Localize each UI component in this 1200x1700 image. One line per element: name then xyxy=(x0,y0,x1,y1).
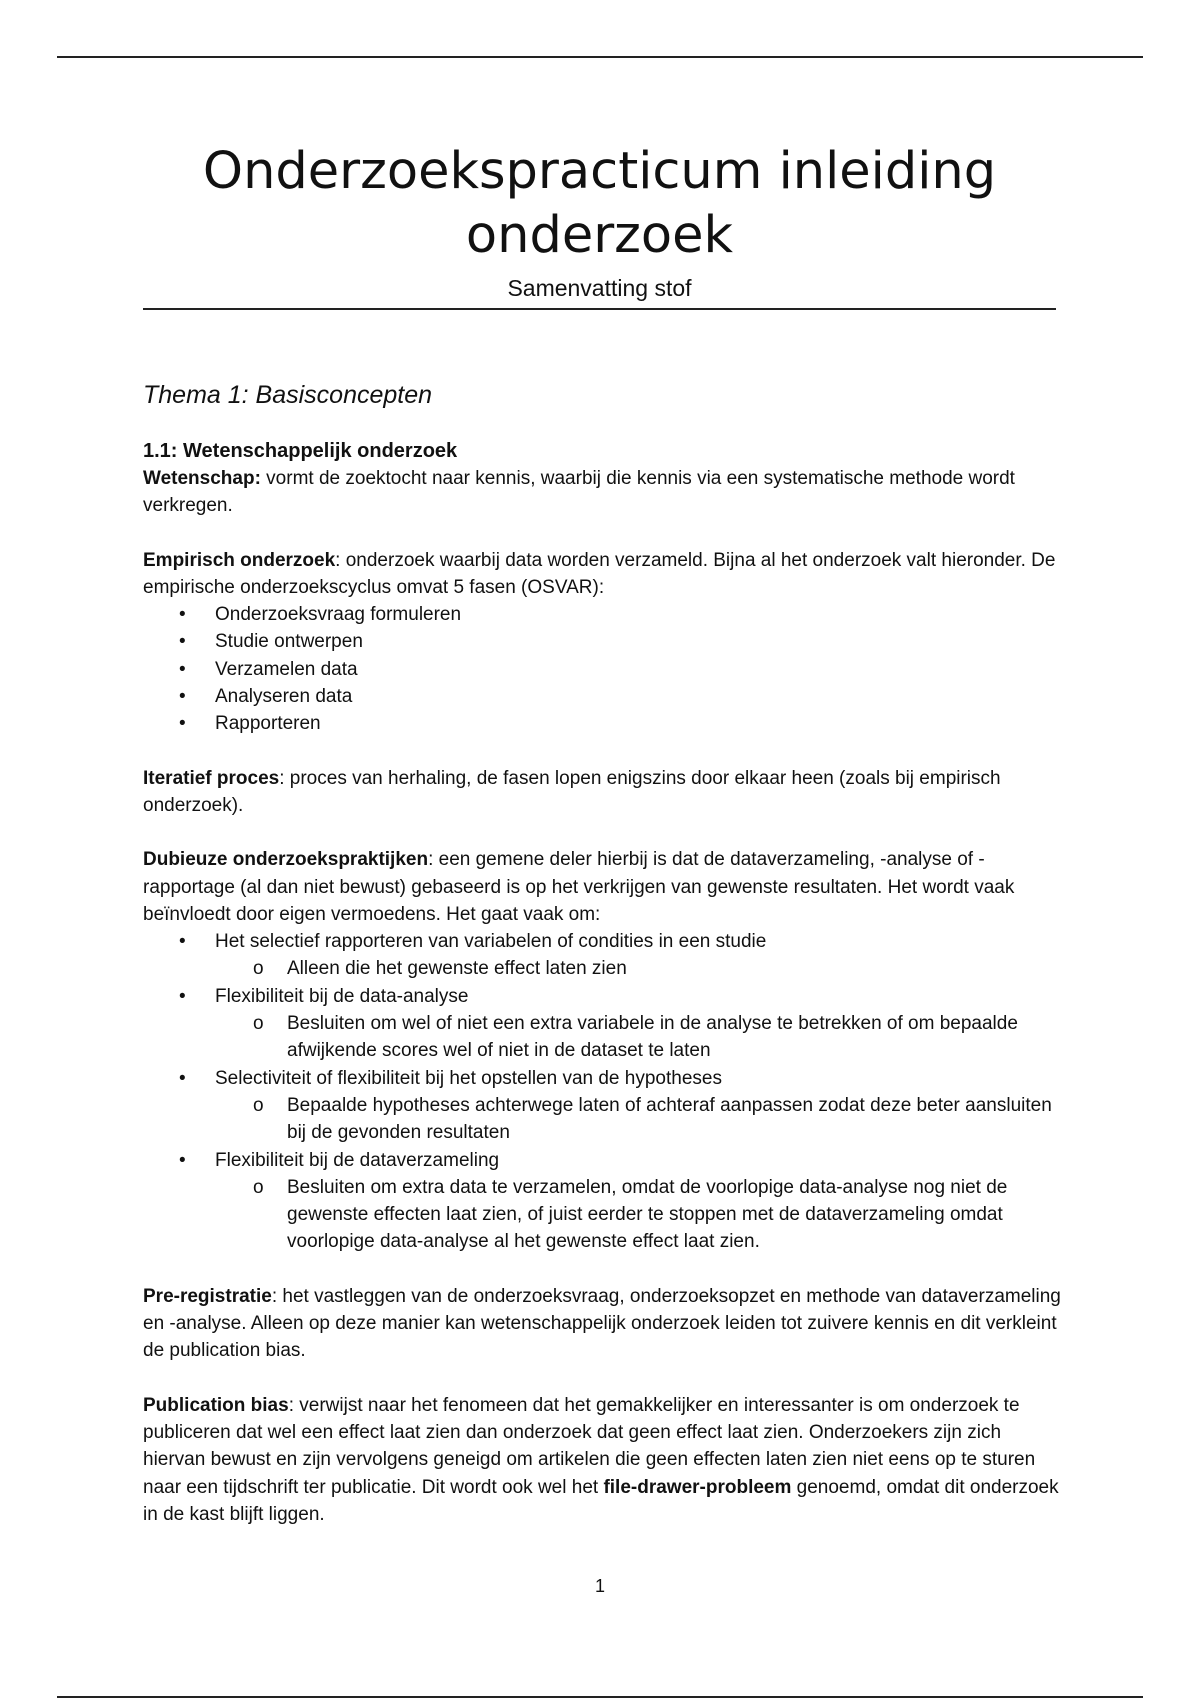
document-title: Onderzoekspracticum inleiding onderzoek xyxy=(202,142,997,265)
paragraph-dubieuze xyxy=(143,846,1063,928)
document-subtitle: Samenvatting stof xyxy=(143,274,1056,310)
sub-list xyxy=(215,1010,1063,1065)
sub-list-item: o Besluiten om wel of niet een extra variabele in de analyse te betrekken of om bepaalde afwijkende scores wel of niet in de dataset te laten xyxy=(143,1010,1063,1065)
paragraph-publication-bias xyxy=(143,1392,1063,1528)
text-iteratief: : proces van herhaling, de fasen lopen enigszins door elkaar heen (zoals bij empirisch onderzoek). xyxy=(143,767,1001,816)
term-file-drawer: file-drawer-probleem xyxy=(603,1476,792,1498)
practices-list xyxy=(143,928,1063,1256)
sub-bullet: o xyxy=(253,1013,264,1035)
list-item: • Selectiviteit of flexibiliteit bij het opstellen van de hypotheses o Bepaalde hypotheses achterwege laten of achteraf aanpassen zodat deze beter aansluiten bij de gevonden resultaten xyxy=(143,1065,1063,1147)
paragraph-iteratief xyxy=(143,765,1063,820)
term-publication-bias: Publication bias xyxy=(143,1394,289,1416)
paragraph-preregistratie xyxy=(143,1283,1063,1365)
osvar-list xyxy=(143,601,1063,737)
paragraph-empirisch xyxy=(143,547,1063,602)
bullet: • xyxy=(179,631,186,653)
sub-list xyxy=(215,955,1063,982)
sub-list-item: o Bepaalde hypotheses achterwege laten of achteraf aanpassen zodat deze beter aansluiten bij de gevonden resultaten xyxy=(143,1092,1063,1147)
text-publication-bias-end: genoemd, omdat dit onderzoek in de kast blijft liggen. xyxy=(143,1476,1059,1525)
header-rule xyxy=(57,56,1143,58)
term-wetenschap: Wetenschap: xyxy=(143,468,261,489)
sub-list-item: o Besluiten om extra data te verzamelen, omdat de voorlopige data-analyse nog niet de gewenste effecten laat zien, of juist eerder te stoppen met de dataverzameling omdat voorlopige data-analyse al het gewenste effect laat zien. xyxy=(143,1174,1063,1256)
text-wetenschap: vormt de zoektocht naar kennis, waarbij die kennis via een systematische methode wordt verkregen. xyxy=(143,468,1015,517)
theme-heading: Thema 1: Basisconcepten xyxy=(143,381,433,409)
bullet: • xyxy=(179,658,186,680)
page-number: 1 xyxy=(594,1576,605,1596)
bullet: • xyxy=(179,1067,186,1089)
sub-list xyxy=(215,1092,1063,1147)
document-body xyxy=(143,380,1063,1528)
bullet: • xyxy=(179,1149,186,1171)
list-item: • Onderzoeksvraag formuleren xyxy=(143,601,1063,628)
list-item: • Verzamelen data xyxy=(143,656,1063,683)
term-dubieuze: Dubieuze onderzoekspraktijken xyxy=(143,849,429,871)
bullet: • xyxy=(179,604,186,626)
sub-list xyxy=(215,1174,1063,1256)
bullet: • xyxy=(179,686,186,708)
list-item: • Het selectief rapporteren van variabelen of condities in een studie o Alleen die het gewenste effect laten zien xyxy=(143,928,1063,983)
term-empirisch: Empirisch onderzoek xyxy=(143,549,336,571)
sub-bullet: o xyxy=(253,1176,264,1198)
paragraph-wetenschap xyxy=(143,465,1063,520)
list-item: • Studie ontwerpen xyxy=(143,628,1063,655)
text-empirisch: : onderzoek waarbij data worden verzameld. Bijna al het onderzoek valt hieronder. De empirische onderzoekscyclus omvat 5 fasen (OSVAR): xyxy=(143,549,1056,598)
footer-rule xyxy=(57,1696,1143,1698)
text-dubieuze: : een gemene deler hierbij is dat de dataverzameling, -analyse of -rapportage (al dan niet bewust) gebaseerd is op het verkrijgen van gewenste resultaten. Het wordt vaak beïnvloedt door eigen vermoedens. Het gaat vaak om: xyxy=(143,849,1015,925)
list-item: • Analyseren data xyxy=(143,683,1063,710)
list-item: • Flexibiliteit bij de dataverzameling o Besluiten om extra data te verzamelen, omdat de voorlopige data-analyse nog niet de gewenste effecten laat zien, of juist eerder te stoppen met de dataverzameling omdat voorlopige data-analyse al het gewenste effect laat zien. xyxy=(143,1147,1063,1256)
section-heading: 1.1: Wetenschappelijk onderzoek xyxy=(143,440,458,462)
text-preregistratie: : het vastleggen van de onderzoeksvraag, onderzoeksopzet en methode van dataverzameling en -analyse. Alleen op deze manier kan wetenschappelijk onderzoek leiden tot zuivere kennis en dit verkleint de publication bias. xyxy=(143,1285,1061,1362)
term-iteratief: Iteratief proces xyxy=(143,767,280,789)
list-item: • Flexibiliteit bij de data-analyse o Besluiten om wel of niet een extra variabele in de analyse te betrekken of om bepaalde afwijkende scores wel of niet in de dataset te laten xyxy=(143,983,1063,1065)
bullet: • xyxy=(179,985,186,1007)
list-item: • Rapporteren xyxy=(143,710,1063,737)
sub-bullet: o xyxy=(253,1094,264,1116)
sub-list-item: o Alleen die het gewenste effect laten zien xyxy=(143,955,1063,982)
bullet: • xyxy=(179,931,186,953)
title-block xyxy=(143,140,1056,310)
sub-bullet: o xyxy=(253,958,264,980)
term-preregistratie: Pre-registratie xyxy=(143,1285,272,1307)
text-publication-bias: : verwijst naar het fenomeen dat het gemakkelijker en interessanter is om onderzoek te publiceren dat wel een effect laat zien dan onderzoek dat geen effect laat zien. Onderzoekers zijn zich hiervan bewust en zijn vervolgens geneigd om artikelen die geen effecten laten zien niet eens op te sturen naar een tijdschrift ter publicatie. Dit wordt ook wel het xyxy=(143,1394,1036,1498)
bullet: • xyxy=(179,713,186,735)
